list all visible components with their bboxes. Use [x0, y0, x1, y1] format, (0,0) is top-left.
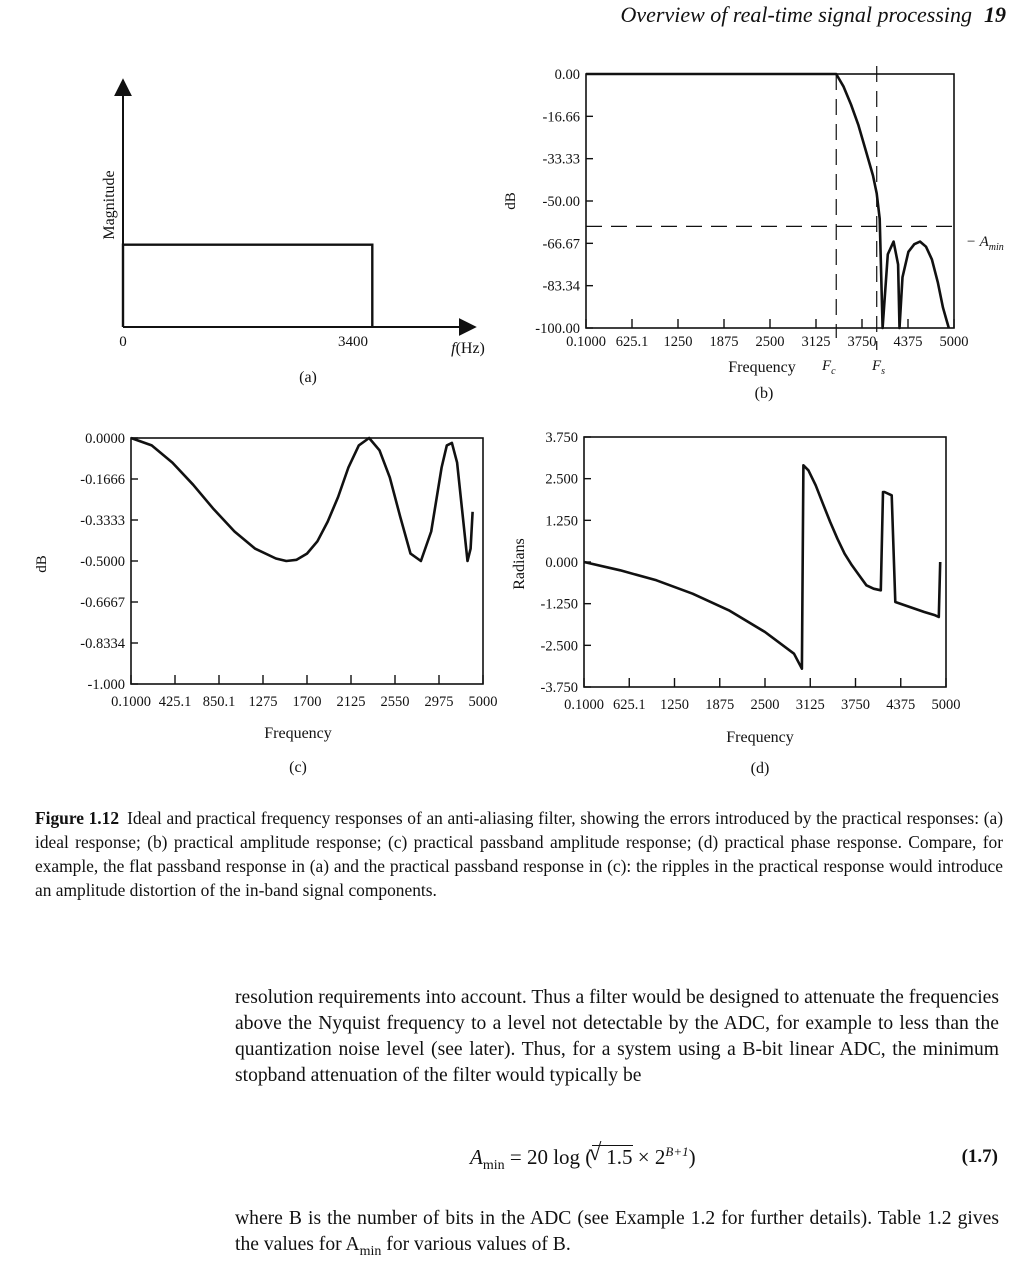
panel-b-xtick-5: 3125	[801, 334, 831, 350]
panel-d-ytick-4: -1.250	[540, 596, 578, 613]
panel-a-ideal-response	[123, 245, 372, 327]
panel-c-xtick-1: 425.1	[158, 694, 192, 710]
panel-c-ytick-3: -0.5000	[80, 554, 125, 570]
panel-d-xlabel: Frequency	[726, 729, 794, 746]
panel-a-ylabel: Magnitude	[101, 170, 118, 240]
panel-a	[101, 80, 485, 386]
panel-b-xtick-8: 5000	[939, 334, 969, 350]
panel-c-ticks	[80, 431, 497, 710]
para2-end: for various values of B.	[381, 1234, 571, 1255]
panel-b-amin-label: − $A_{min}$	[966, 234, 1004, 253]
panel-b-ytick-4: -66.67	[542, 236, 580, 253]
equation-1-7	[470, 1144, 696, 1174]
panel-c-ytick-4: -0.6667	[80, 595, 125, 611]
panel-c-xtick-0: 0.1000	[111, 694, 151, 710]
panel-d-ticks	[541, 430, 961, 713]
caption-label: Figure 1.12	[35, 808, 120, 828]
panel-c-xtick-7: 2975	[424, 694, 454, 710]
panel-c-xtick-5: 2125	[336, 694, 366, 710]
panel-b-ytick-0: 0.00	[554, 67, 580, 83]
panel-d-plot	[584, 465, 940, 668]
header-title: Overview of real-time signal processing	[620, 2, 972, 27]
panel-c-xlabel: Frequency	[264, 725, 332, 742]
panel-b-ytick-6: -100.00	[535, 321, 580, 337]
panel-b-xtick-7: 4375	[893, 334, 923, 350]
panel-c-xtick-8: 5000	[468, 694, 498, 710]
panel-c-xtick-3: 1275	[248, 694, 278, 710]
page-number: 19	[984, 2, 1006, 27]
panel-b-fc-label: $F_c$	[822, 358, 836, 377]
panel-d-series-line	[584, 465, 940, 668]
panel-d-ytick-5: -2.500	[540, 638, 578, 655]
panel-c-ytick-2: -0.3333	[80, 513, 125, 529]
eq-lhs: A	[470, 1145, 483, 1169]
panel-b-ytick-3: -50.00	[542, 194, 580, 210]
panel-c-ytick-1: -0.1666	[80, 472, 125, 488]
panel-c-xtick-4: 1700	[292, 694, 322, 710]
panel-d-xtick-4: 2500	[750, 697, 780, 713]
panel-b-xtick-1: 625.1	[615, 334, 649, 350]
panel-d-ytick-6: -3.750	[540, 680, 578, 696]
panel-b-xtick-4: 2500	[755, 334, 785, 350]
eq-mid: = 20 log (	[504, 1145, 593, 1169]
panel-c-series-line	[131, 438, 473, 561]
panel-d-xtick-7: 4375	[886, 697, 916, 713]
figure-caption	[35, 806, 1003, 902]
panel-c-xtick-2: 850.1	[202, 694, 236, 710]
panel-b-ticks	[535, 67, 968, 350]
panel-d-ytick-0: 3.750	[545, 430, 578, 446]
panel-a-label: (a)	[299, 369, 317, 386]
panel-d	[511, 430, 961, 777]
panel-d-xtick-8: 5000	[931, 697, 961, 713]
panel-b-ylabel: dB	[503, 192, 519, 210]
eq-root: 1.5	[606, 1145, 633, 1169]
eq-times: × 2	[632, 1145, 666, 1169]
eq-sqrt	[592, 1145, 632, 1168]
panel-c-xtick-6: 2550	[380, 694, 410, 710]
para2-text: where B is the number of bits in the ADC (see Example 1.2 for further details). Table 1.2 gives the values for A	[235, 1208, 999, 1255]
panel-b-xtick-2: 1250	[663, 334, 693, 350]
panel-c-ytick-5: -0.8334	[80, 636, 125, 652]
panel-d-ytick-3: 0.000	[545, 555, 578, 571]
panel-b-label: (b)	[754, 385, 774, 402]
panel-a-xtick-3400: 3400	[338, 334, 368, 350]
body-paragraph-1: resolution requirements into account. Thus a filter would be designed to attenuate the frequencies above the Nyquist frequency to a level not detectable by the ADC, for example to less than the quantization noise level (see later). Thus, for a system using a B-bit linear ADC, the minimum stopband attenuation of the filter would typically be	[235, 987, 999, 1086]
panel-d-label: (d)	[750, 760, 770, 777]
panel-d-frame	[584, 437, 946, 687]
panel-d-ytick-2: 1.250	[545, 513, 578, 530]
panel-c	[34, 431, 498, 776]
panel-b-xtick-3: 1875	[709, 334, 739, 350]
eq-close: )	[688, 1145, 696, 1169]
panel-c-ytick-6: -1.000	[87, 677, 125, 693]
panel-d-ylabel: Radians	[511, 538, 528, 590]
panel-d-xtick-5: 3125	[795, 697, 825, 713]
panel-d-xtick-0: 0.1000	[564, 697, 604, 713]
panel-c-label: (c)	[289, 759, 307, 776]
panel-a-xlabel: f(Hz)	[451, 340, 485, 357]
caption-text: Ideal and practical frequency responses of an anti-aliasing filter, showing the errors introduced by the practical responses: (a) ideal response; (b) practical amplitude response; (c) practical passband amplitude response; (d) practical phase response. Compare, for example, the flat passband response in (a) and the practical passband response in (c): the ripples in the practical response would introduce an amplitude distortion of the in-band signal components.	[35, 808, 1003, 900]
eq-lhs-sub: min	[482, 1158, 505, 1174]
panel-d-xtick-3: 1875	[705, 697, 735, 713]
panel-d-ytick-1: 2.500	[545, 471, 578, 488]
eq-exp: B+1	[665, 1144, 689, 1159]
panel-b-ytick-5: -83.34	[542, 278, 580, 295]
body-paragraph-2	[235, 1206, 999, 1265]
equation-number: (1.7)	[961, 1146, 998, 1167]
panel-a-plot	[123, 245, 372, 327]
panel-c-ytick-0: 0.0000	[85, 431, 125, 447]
panel-c-ylabel: dB	[34, 555, 50, 573]
panel-b-ytick-1: -16.66	[542, 109, 580, 126]
panel-c-plot	[131, 438, 473, 561]
panel-d-xtick-2: 1250	[660, 697, 689, 713]
panel-b-plot	[586, 66, 960, 350]
panel-d-xtick-6: 3750	[841, 697, 870, 713]
panel-b-xtick-6: 3750	[847, 334, 877, 350]
panel-b	[503, 66, 1004, 402]
panel-a-xtick-0: 0	[119, 334, 127, 350]
para2-sub: min	[359, 1243, 382, 1259]
panel-b-xtick-0: 0.1000	[566, 334, 606, 350]
panel-d-xtick-1: 625.1	[612, 697, 646, 713]
panel-b-fs-label: $F_s$	[872, 358, 886, 377]
panel-b-series-line	[586, 74, 949, 328]
panel-b-ytick-2: -33.33	[542, 151, 580, 168]
panel-b-xlabel: Frequency	[728, 359, 796, 376]
